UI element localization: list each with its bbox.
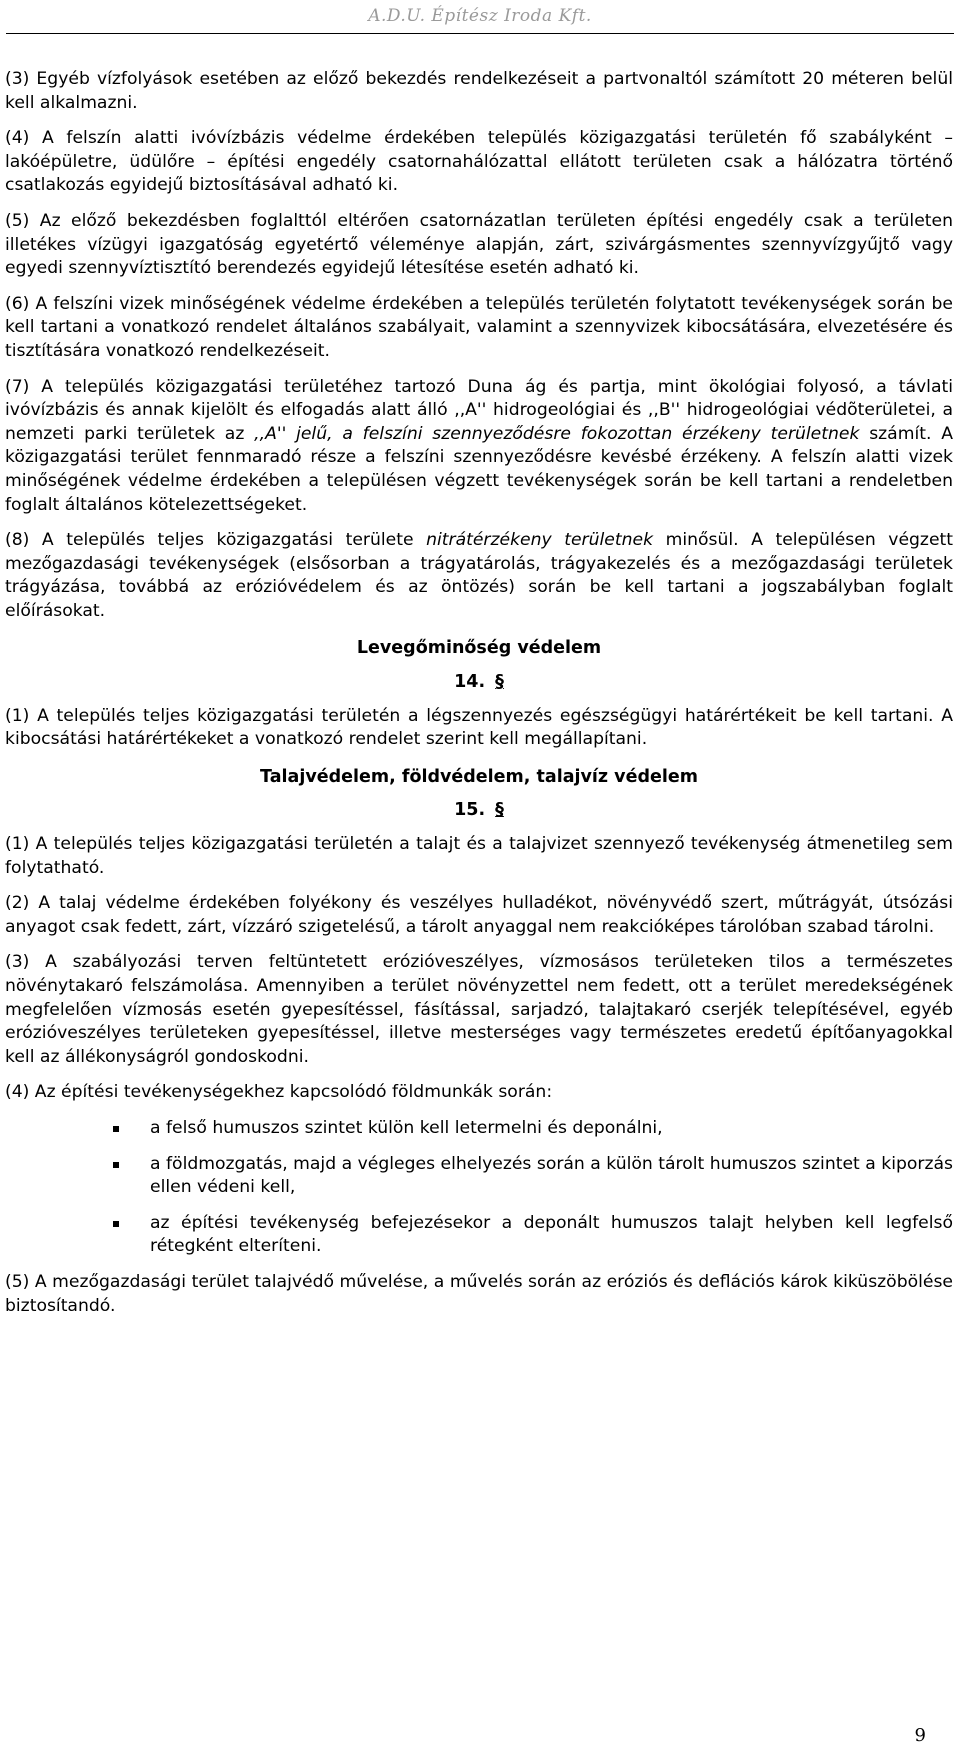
- section-14-sign: §: [495, 672, 504, 693]
- list-item: [5, 1117, 953, 1141]
- paragraph-7: [5, 376, 953, 518]
- section-15-sign: §: [495, 800, 504, 821]
- section-15-paragraph-5: (5) A mezőgazdasági terület talajvédő művelése, a művelés során az eróziós és deflációs károk kiküszöbölése biztosítandó.: [5, 1271, 953, 1316]
- section-15-number-text: 15.: [454, 800, 486, 821]
- section-14-paragraph-1: (1) A település teljes közigazgatási területén a légszennyezés egészségügyi határértékeit be kell tartani. A kibocsátási határértékeket a vonatkozó rendelet szerint kell megállapítani.: [5, 705, 953, 750]
- section-14-number: [5, 671, 953, 695]
- paragraph-5: (5) Az előző bekezdésben foglalttól eltérően csatornázatlan területen építési engedély csak a területen illetékes vízügyi igazgatóság egyetértő véleménye alapján, zárt, szivárgásmentes szennyvízgyűjtő vagy egyedi szennyvíztisztító berendezés egyidejű létesítése esetén adható ki.: [5, 210, 953, 279]
- square-bullet-icon: [113, 1126, 119, 1132]
- section-15-heading: Talajvédelem, földvédelem, talajvíz védelem: [260, 766, 698, 787]
- list-item-text: a felső humuszos szintet külön kell letermelni és deponálni,: [150, 1117, 663, 1138]
- section-15-paragraph-2: (2) A talaj védelme érdekében folyékony és veszélyes hulladékot, növényvédő szert, műtrágyát, útsózási anyagot csak fedett, zárt, vízzáró szigetelésű, a tárolt anyaggal nem reakcióképes tárolóban szabad tárolni.: [5, 893, 953, 937]
- paragraph-8-text-a: (8) A település teljes közigazgatási területe: [5, 530, 427, 551]
- paragraph-6: (6) A felszíni vizek minőségének védelme érdekében a település területén folytatott tevékenységek során be kell tartani a vonatkozó rendelet általános szabályait, valamint a szennyvizek kibocsátására, elvezetésére és tisztítására vonatkozó rendelkezéseit.: [5, 293, 953, 361]
- paragraph-7-text-a: (7) A település közigazgatási területéhez tartozó Duna ág és partja, mint ökológiai folyosó, a távlati ivóvízbázis és annak kijelölt és elfogadás alatt álló ,,A'' hidrogeológiai és ,,B'' hidrogeológiai védõterületei, a nemzeti parki területek az: [5, 376, 953, 444]
- paragraph-4: (4) A felszín alatti ivóvízbázis védelme érdekében település közigazgatási területén fő szabályként – lakóépületre, üdülőre – építési engedély csatornahálózattal ellátott területen csak a hálózatra történő csatlakozás egyidejű biztosításával adható ki.: [5, 128, 953, 196]
- paragraph-8: [5, 529, 953, 623]
- paragraph-8-emphasis: nitrátérzékeny területnek: [426, 530, 654, 551]
- document-body: [5, 68, 953, 1330]
- paragraph-3: (3) Egyéb vízfolyások esetében az előző bekezdés rendelkezéseit a partvonaltól számított 20 méteren belül kell alkalmazni.: [5, 69, 953, 113]
- list-item: [5, 1153, 953, 1200]
- list-item-text: a földmozgatás, majd a végleges elhelyezés során a külön tárolt humuszos szintet a kiporzás ellen védeni kell,: [150, 1153, 953, 1198]
- square-bullet-icon: [113, 1162, 119, 1168]
- list-item-text: az építési tevékenység befejezésekor a deponált humuszos talajt helyben kell legfelső rétegként elteríteni.: [150, 1212, 953, 1257]
- paragraph-7-text-b: számít. A közigazgatási terület fennmaradó része a felszíni szennyeződésre kevésbé érzékeny. A felszín alatti vizek minőségének védelme érdekében a településen végzett tevékenységek során be kell tartani a rendeletben foglalt általános kötelezettségeket.: [5, 423, 953, 515]
- section-15-paragraph-1: (1) A település teljes közigazgatási területén a talajt és a talajvizet szennyező tevékenység átmenetileg sem folytatható.: [5, 834, 953, 878]
- section-15-number: [5, 799, 953, 823]
- page-header: A.D.U. Építész Iroda Kft.: [368, 6, 592, 26]
- earthwork-bullet-list: [5, 1117, 953, 1259]
- header-rule: [6, 33, 954, 34]
- section-14-heading: Levegőminőség védelem: [356, 638, 602, 659]
- section-15-paragraph-3: (3) A szabályozási terven feltüntetett erózióveszélyes, vízmosásos területeken tilos a természetes növénytakaró felszámolása. Amennyiben a terület növényzettel nem fedett, ott a terület meredekségének megfelelően vízmosás esetén gyepesítéssel, fásítással, sarjadzó, talajtakaró cserjék telepítésével, egyéb erózióveszélyes területeken gyepesítéssel, illetve mesterséges vagy természetes eredetű építőanyagokkal kell az állékonyságról gondoskodni.: [5, 952, 953, 1067]
- list-item: [5, 1212, 953, 1259]
- section-14-number-text: 14.: [454, 672, 486, 693]
- square-bullet-icon: [113, 1221, 119, 1227]
- paragraph-7-emphasis: ,,A'' jelű, a felszíni szennyeződésre fokozottan érzékeny területnek: [254, 423, 860, 444]
- paragraph-8-text-b: minősül. A településen végzett mezőgazdasági tevékenységek (elsősorban a trágyatárolás, trágyakezelés és a mezőgazdasági területek trágyázása, továbbá az erózióvédelem és az öntözés) során be kell tartani a jogszabályban foglalt előírásokat.: [5, 530, 953, 621]
- section-15-paragraph-4: (4) Az építési tevékenységekhez kapcsolódó földmunkák során:: [5, 1082, 553, 1103]
- page-number: 9: [914, 1725, 926, 1746]
